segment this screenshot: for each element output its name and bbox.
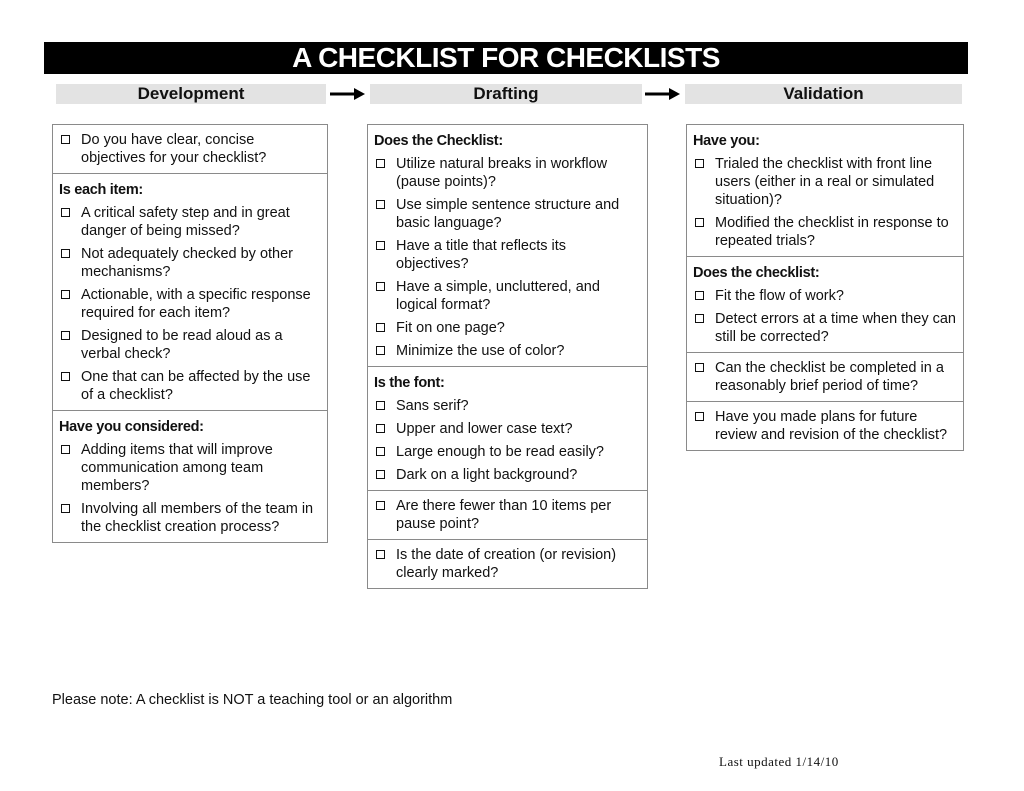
checklist-section [687,256,963,352]
checklist-item-text: Actionable, with a specific response required for each item? [81,287,311,321]
checklist-item-text: Sans serif? [396,398,469,414]
checklist-item-text: Upper and lower case text? [396,421,573,437]
checklist-item-text: Minimize the use of color? [396,343,565,359]
checklist-item [374,196,641,232]
arrow-right-icon [330,86,366,102]
checkbox-icon [61,504,70,513]
checkbox-icon [695,314,704,323]
checklist-item [59,131,321,167]
checklist-item-text: Designed to be read aloud as a verbal check? [81,328,283,362]
checkbox-icon [376,282,385,291]
checkbox-icon [61,290,70,299]
checklist-item-text: Dark on a light background? [396,467,578,483]
checkbox-icon [376,241,385,250]
last-updated-date: Last updated 1/14/10 [719,754,839,769]
arrow-right-icon [645,86,681,102]
checklist-item-text: Trialed the checklist with front line users (either in a real or simulated situation)? [715,156,935,208]
checkbox-icon [695,159,704,168]
phase-validation: Validation [685,84,962,104]
checklist-section [368,366,647,490]
checkbox-icon [61,208,70,217]
phase-drafting: Drafting [370,84,642,104]
checklist-item [693,287,957,305]
section-heading: Is each item: [59,182,143,198]
checklist-item-text: Are there fewer than 10 items per pause point? [396,498,612,532]
section-heading: Does the checklist: [693,265,820,281]
checklist-item-text: A critical safety step and in great danger of being missed? [81,205,290,239]
checklist-item [374,237,641,273]
checklist-section [368,490,647,539]
checkbox-icon [61,331,70,340]
checklist-section [687,125,963,256]
checklist-item [374,278,641,314]
section-heading: Have you considered: [59,419,204,435]
checklist-item-text: Use simple sentence structure and basic language? [396,197,620,231]
checklist-item [374,155,641,191]
section-heading: Does the Checklist: [374,133,503,149]
section-heading: Is the font: [374,375,445,391]
checklist-section [53,410,327,542]
checklist-item [59,441,321,495]
validation-checklist-box [686,124,964,451]
checkbox-icon [695,291,704,300]
checklist-item-text: Adding items that will improve communication among team members? [81,442,273,494]
footnote: Please note: A checklist is NOT a teaching tool or an algorithm [52,692,453,708]
checklist-item-text: Do you have clear, concise objectives for your checklist? [81,132,267,166]
checklist-item-text: Large enough to be read easily? [396,444,604,460]
checkbox-icon [376,159,385,168]
checklist-item-text: One that can be affected by the use of a checklist? [81,369,311,403]
checklist-item-text: Have you made plans for future review and revision of the checklist? [715,409,948,443]
checklist-item [374,319,641,337]
page-title: A CHECKLIST FOR CHECKLISTS [44,42,968,74]
checklist-item-text: Utilize natural breaks in workflow (pause points)? [396,156,608,190]
checkbox-icon [61,372,70,381]
checkbox-icon [695,363,704,372]
checklist-item [693,408,957,444]
checkbox-icon [376,447,385,456]
checklist-section [368,125,647,366]
checklist-item-text: Fit the flow of work? [715,288,844,304]
checklist-item-text: Involving all members of the team in the checklist creation process? [81,501,314,535]
development-checklist-box [52,124,328,543]
checklist-item [59,286,321,322]
checklist-item [693,310,957,346]
checklist-item-text: Have a simple, uncluttered, and logical format? [396,279,600,313]
checklist-item-text: Detect errors at a time when they can still be corrected? [715,311,956,345]
checklist-item-text: Not adequately checked by other mechanisms? [81,246,293,280]
checklist-item [374,546,641,582]
checklist-item [374,397,641,415]
checklist-item-text: Modified the checklist in response to repeated trials? [715,215,949,249]
checkbox-icon [61,249,70,258]
checklist-section [368,539,647,588]
checkbox-icon [376,424,385,433]
checklist-item [59,204,321,240]
section-heading: Have you: [693,133,760,149]
checklist-section [53,173,327,410]
checkbox-icon [376,323,385,332]
checklist-item-text: Fit on one page? [396,320,505,336]
checklist-item-text: Is the date of creation (or revision) clearly marked? [396,547,617,581]
checklist-item [374,466,641,484]
checklist-item [59,368,321,404]
drafting-checklist-box [367,124,648,589]
checklist-item [59,327,321,363]
checkbox-icon [376,401,385,410]
checklist-section [53,125,327,173]
checkbox-icon [61,135,70,144]
checklist-item [59,500,321,536]
phase-development: Development [56,84,326,104]
checkbox-icon [376,550,385,559]
checklist-item [693,359,957,395]
checkbox-icon [695,218,704,227]
checklist-item [59,245,321,281]
checkbox-icon [695,412,704,421]
checklist-item-text: Have a title that reflects its objectives? [396,238,567,272]
checklist-item [693,214,957,250]
checklist-section [687,401,963,450]
checkbox-icon [61,445,70,454]
checkbox-icon [376,470,385,479]
checklist-section [687,352,963,401]
checklist-item [374,342,641,360]
checklist-item [374,443,641,461]
checklist-item [693,155,957,209]
checklist-item [374,497,641,533]
checkbox-icon [376,501,385,510]
checklist-item-text: Can the checklist be completed in a reasonably brief period of time? [715,360,944,394]
checkbox-icon [376,200,385,209]
checkbox-icon [376,346,385,355]
checklist-item [374,420,641,438]
